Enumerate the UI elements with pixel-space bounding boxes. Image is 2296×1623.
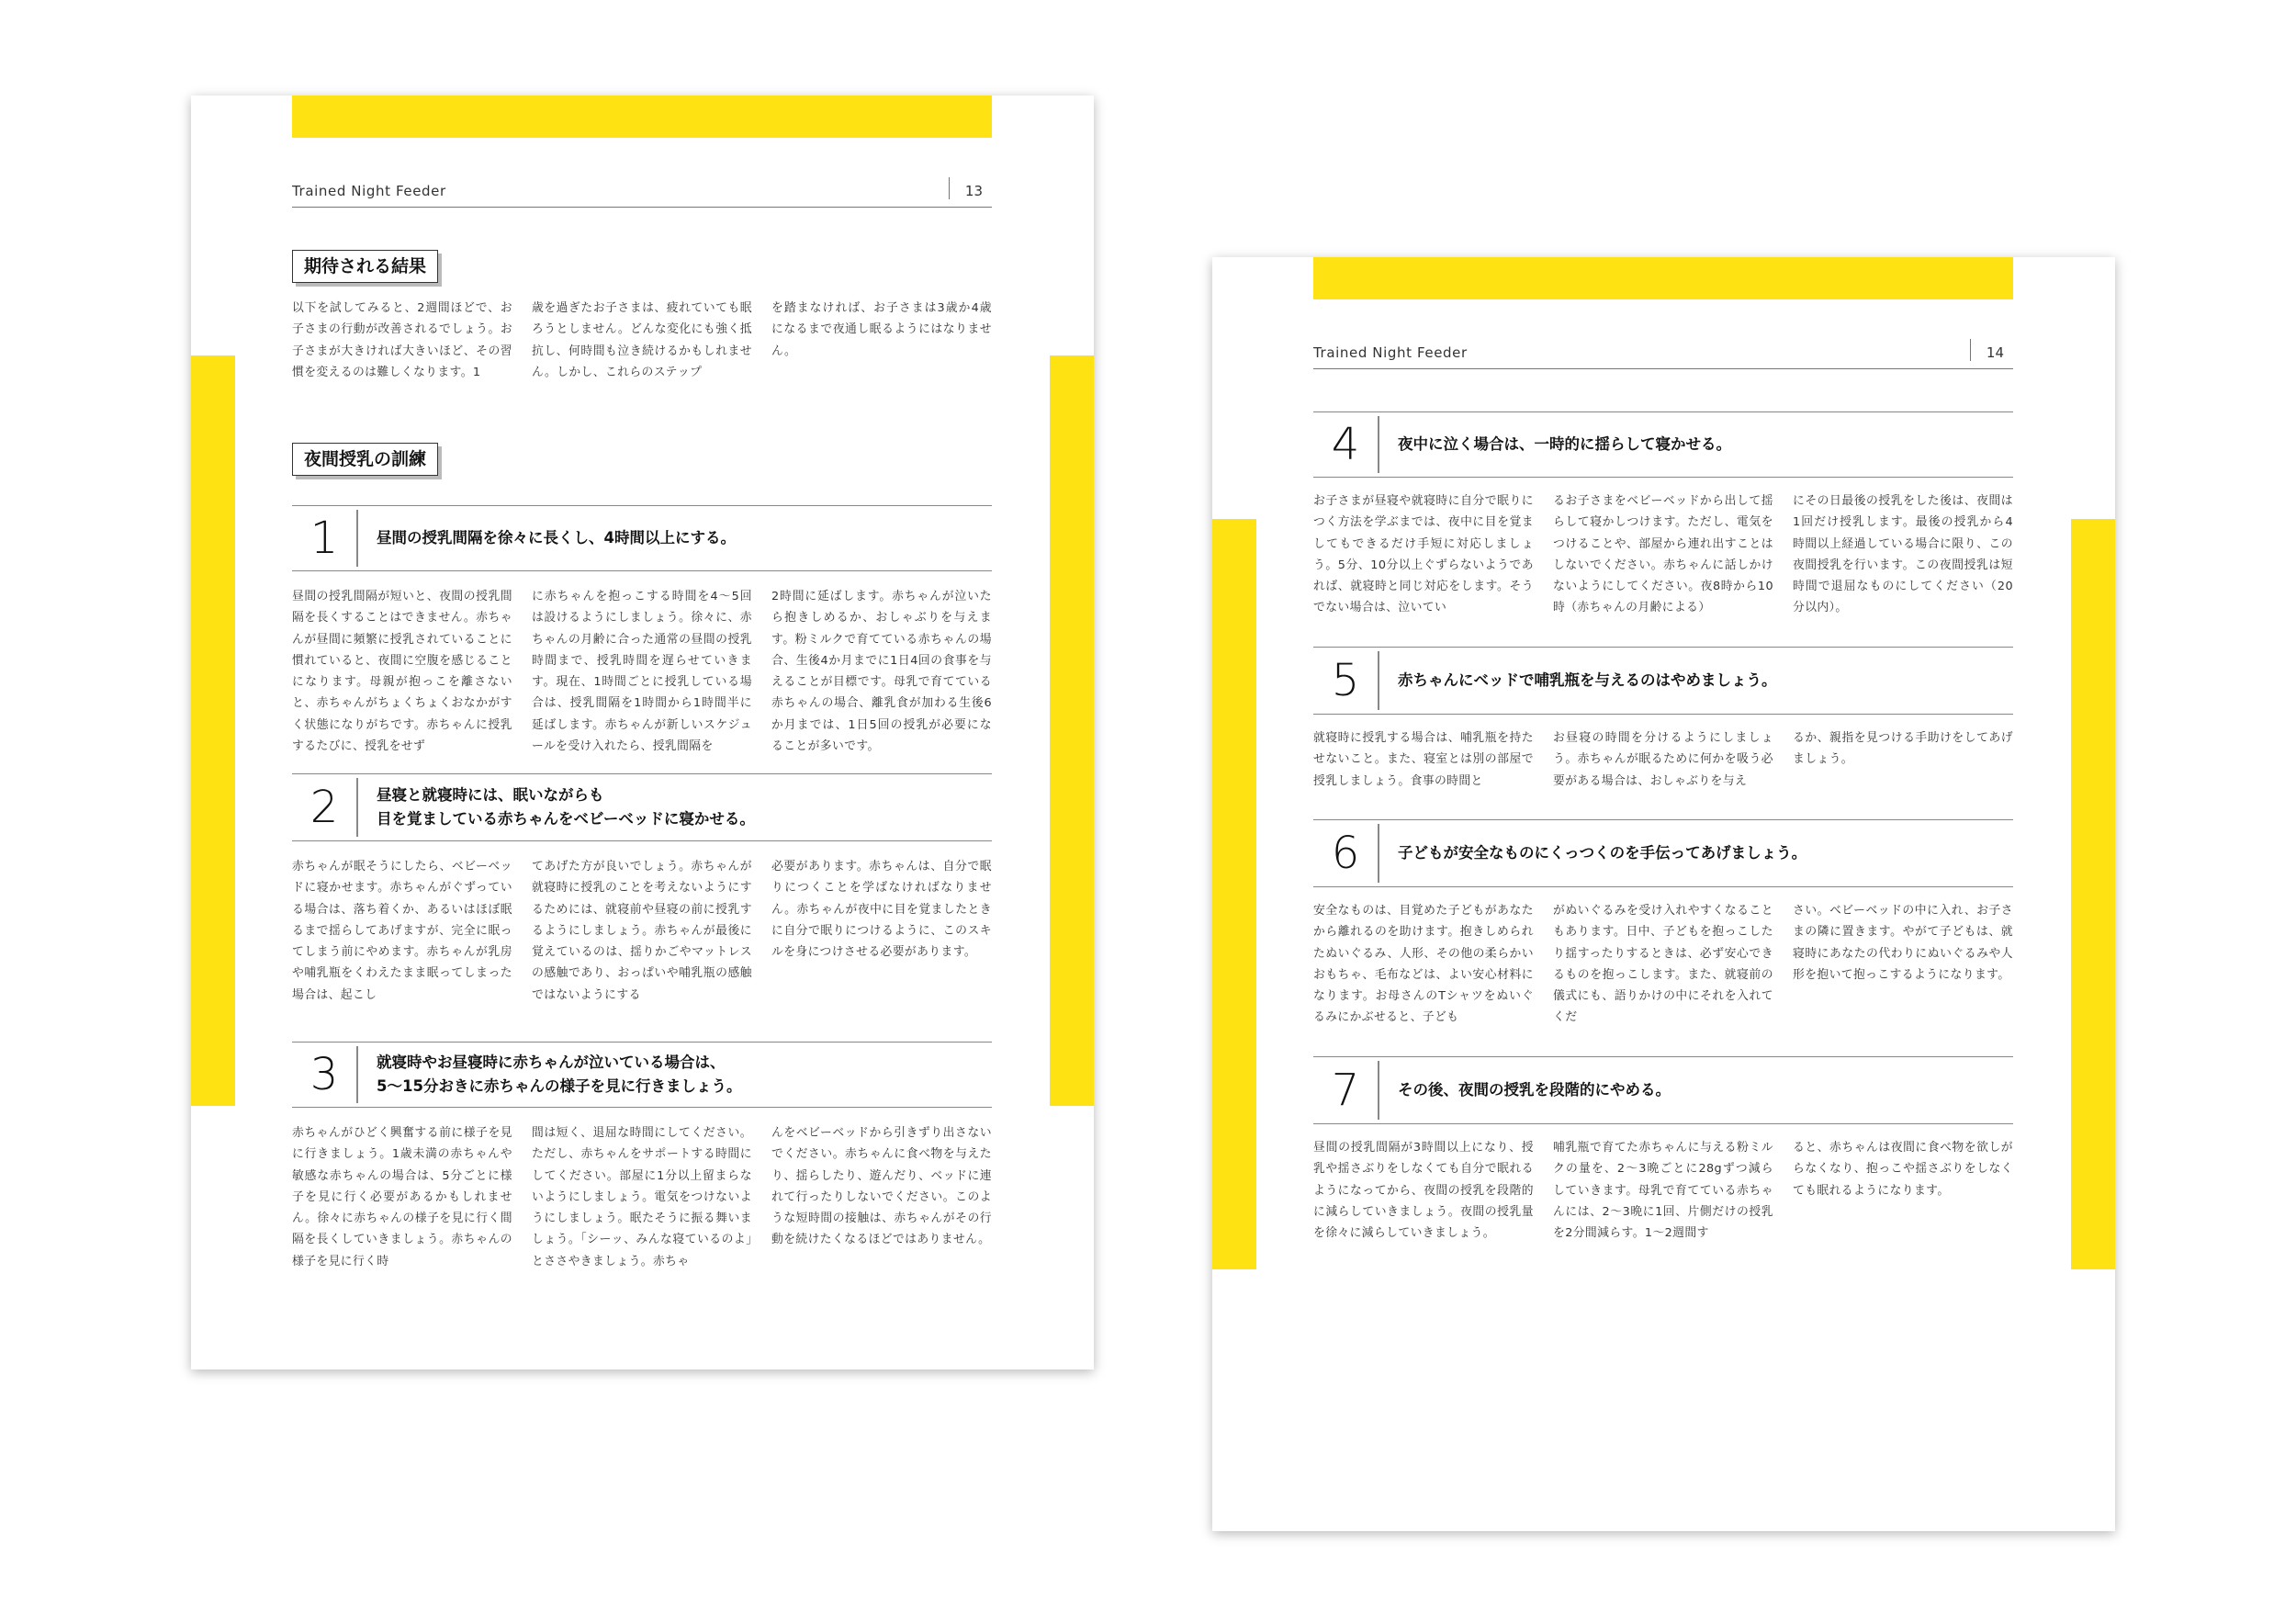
text-column: を踏まなければ、お子さまは3歳か4歳になるまで夜通し眠るようにはなりません。: [771, 301, 992, 358]
step-title: [377, 783, 755, 831]
step-3-header: [292, 1042, 992, 1108]
header-divider: [1970, 339, 1972, 361]
step-title-line: 就寝時やお昼寝時に赤ちゃんが泣いている場合は、: [377, 1054, 726, 1071]
left-edge-accent-bar: [1212, 519, 1256, 1269]
step-3-body: [292, 1122, 992, 1272]
text-column: に赤ちゃんを抱っこする時間を4〜5回は設けるようにしましょう。徐々に、赤ちゃんの月齢に合った通常の昼間の授乳時間まで、授乳時間を遅らせていきます。現在、1時間ごとに授乳している場合は、授乳間隔を1時間から1時間半に延ばします。赤ちゃんが新しいスケジュールを受け入れたら、授乳間隔を: [532, 590, 752, 754]
step-2-body: [292, 856, 992, 1006]
text-column: 哺乳瓶で育てた赤ちゃんに与える粉ミルクの量を、2〜3晩ごとに28gずつ減らしていきます。母乳で育てている赤ちゃんには、2〜3晩に1回、片側だけの授乳を2分間減らす。1〜2週間す: [1553, 1141, 1773, 1241]
step-7-header: [1313, 1056, 2013, 1124]
step-number: 4: [1331, 419, 1360, 470]
step-1-body: [292, 586, 992, 757]
text-column: にその日最後の授乳をした後は、夜間は1回だけ授乳します。最後の授乳から4時間以上経過している場合に限り、この夜間授乳を行います。この夜間授乳は短時間で退屈なものにしてください（20分以内）。: [1793, 494, 2013, 615]
step-divider: [1378, 1061, 1379, 1120]
page-header: [1313, 344, 2013, 369]
left-edge-accent-bar: [191, 355, 235, 1106]
step-title-line: その後、夜間の授乳を段階的にやめる。: [1398, 1081, 1671, 1099]
page-number: 13: [964, 183, 983, 199]
step-divider: [1378, 824, 1379, 883]
step-title-line: 昼間の授乳間隔を徐々に長くし、4時間以上にする。: [377, 529, 736, 547]
text-column: 以下を試してみると、2週間ほどで、お子さまの行動が改善されるでしょう。お子さまが大きければ大きいほど、その習慣を変えるのは難しくなります。1: [292, 301, 512, 379]
text-column: がぬいぐるみを受け入れやすくなることもあります。日中、子どもを抱っこしたり揺すったりするときは、必ず安心できるものを抱っこします。また、就寝前の儀式にも、語りかけの中にそれを入れてくだ: [1553, 904, 1773, 1025]
step-title: [1398, 1078, 1671, 1102]
header-title: Trained Night Feeder: [1313, 344, 1468, 361]
right-edge-accent-bar: [1050, 355, 1094, 1106]
text-column: るか、親指を見つける手助けをしてあげましょう。: [1793, 731, 2013, 767]
step-number: 2: [310, 782, 339, 833]
text-column: 就寝時に授乳する場合は、哺乳瓶を持たせないこと。また、寝室とは別の部屋で授乳しましょう。食事の時間と: [1313, 731, 1534, 788]
step-title: [377, 1051, 741, 1099]
step-title-line: 目を覚ましている赤ちゃんをベビーベッドに寝かせる。: [377, 810, 755, 828]
step-title-line: 昼寝と就寝時には、眠いながらも: [377, 786, 604, 804]
step-divider: [356, 1046, 358, 1103]
text-column: お昼寝の時間を分けるようにしましょう。赤ちゃんが眠るために何かを吸う必要がある場合は、おしゃぶりを与え: [1553, 731, 1773, 788]
step-number: 6: [1331, 828, 1360, 879]
page-header: [292, 183, 992, 208]
text-column: 2時間に延ばします。赤ちゃんが泣いたら抱きしめるか、おしゃぶりを与えます。粉ミルクで育てている赤ちゃんの場合、生後4か月までに1日4回の食事を与えることが目標です。母乳で育てている赤ちゃんの場合、離乳食が加わる生後6か月までは、1日5回の授乳が必要になることが多いです。: [771, 590, 992, 754]
step-number: 5: [1331, 655, 1360, 706]
step-title: [1398, 669, 1777, 693]
step-divider: [356, 778, 358, 837]
step-7-body: [1313, 1137, 2013, 1244]
step-4-header: [1313, 411, 2013, 478]
step-title: [1398, 841, 1806, 865]
section-heading-night-feeding-training: 夜間授乳の訓練: [292, 443, 438, 476]
text-column: さい。ベビーベッドの中に入れ、お子さまの隣に置きます。やがて子どもは、就寝時にあなたの代わりにぬいぐるみや人形を抱いて抱っこするようになります。: [1793, 904, 2013, 982]
top-accent-bar: [292, 96, 992, 138]
text-column: 間は短く、退屈な時間にしてください。ただし、赤ちゃんをサポートする時間にしてください。部屋に1分以上留まらないようにしましょう。電気をつけないようにしましょう。眠たそうに振る舞いましょう。「シーッ、みんな寝ているのよ」とささやきましょう。赤ちゃ: [532, 1126, 752, 1268]
step-5-header: [1313, 647, 2013, 715]
step-title-line: 赤ちゃんにベッドで哺乳瓶を与えるのはやめましょう。: [1398, 671, 1777, 689]
step-title-line: 子どもが安全なものにくっつくのを手伝ってあげましょう。: [1398, 844, 1807, 862]
step-2-header: [292, 773, 992, 841]
step-title: [1398, 433, 1731, 456]
section-heading-expected-results: 期待される結果: [292, 250, 438, 283]
header-title: Trained Night Feeder: [292, 183, 446, 199]
text-column: 赤ちゃんがひどく興奮する前に様子を見に行きましょう。1歳未満の赤ちゃんや敏感な赤ちゃんの場合は、5分ごとに様子を見に行く必要があるかもしれません。徐々に赤ちゃんの様子を見に行く間隔を長くしていきましょう。赤ちゃんの様子を見に行く時: [292, 1126, 512, 1268]
text-column: ると、赤ちゃんは夜間に食べ物を欲しがらなくなり、抱っこや揺さぶりをしなくても眠れるようになります。: [1793, 1141, 2013, 1198]
step-6-header: [1313, 819, 2013, 887]
step-divider: [1378, 651, 1379, 710]
text-column: 必要があります。赤ちゃんは、自分で眠りにつくことを学ばなければなりません。赤ちゃんが夜中に目を覚ましたときに自分で眠りにつけるように、このスキルを身につけさせる必要があります。: [771, 860, 992, 960]
step-1-header: [292, 505, 992, 571]
step-5-body: [1313, 727, 2013, 792]
step-number: 3: [310, 1049, 339, 1100]
step-number: 7: [1331, 1065, 1360, 1116]
step-number: 1: [310, 513, 339, 564]
step-title-line: 夜中に泣く場合は、一時的に揺らして寝かせる。: [1398, 435, 1731, 453]
text-column: 赤ちゃんが眠そうにしたら、ベビーベッドに寝かせます。赤ちゃんがぐずっている場合は、落ち着くか、あるいはほぼ眠るまで揺らしてあげますが、完全に眠ってしまう前にやめます。赤ちゃんが乳房や哺乳瓶をくわえたまま眠ってしまった場合は、起こし: [292, 860, 512, 1002]
step-4-body: [1313, 490, 2013, 619]
text-column: 安全なものは、目覚めた子どもがあなたから離れるのを助けます。抱きしめられたぬいぐるみ、人形、その他の柔らかいおもちゃ、毛布などは、よい安心材料になります。お母さんのTシャツをぬいぐるみにかぶせると、子ども: [1313, 904, 1534, 1025]
text-column: 昼間の授乳間隔が短いと、夜間の授乳間隔を長くすることはできません。赤ちゃんが昼間に頻繁に授乳されていることに慣れていると、夜間に空腹を感じることになります。母親が抱っこを離さないと、赤ちゃんがちょくちょくおなかがすく状態になりがちです。赤ちゃんに授乳するたびに、授乳をせず: [292, 590, 512, 754]
step-6-body: [1313, 900, 2013, 1029]
text-column: 歳を過ぎたお子さまは、疲れていても眠ろうとしません。どんな変化にも強く抵抗し、何時間も泣き続けるかもしれません。しかし、これらのステップ: [532, 301, 752, 379]
text-column: んをベビーベッドから引きずり出さないでください。赤ちゃんに食べ物を与えたり、揺らしたり、遊んだり、ベッドに連れて行ったりしないでください。このような短時間の接触は、赤ちゃんがその行動を続けたくなるほどではありません。: [771, 1126, 992, 1247]
right-edge-accent-bar: [2071, 519, 2115, 1269]
text-column: てあげた方が良いでしょう。赤ちゃんが就寝時に授乳のことを考えないようにするためには、就寝前や昼寝の前に授乳するようにしましょう。赤ちゃんが最後に覚えているのは、揺りかごやマットレスの感触であり、おっぱいや哺乳瓶の感触ではないようにする: [532, 860, 752, 1002]
page-number: 14: [1986, 344, 2004, 361]
text-column: 昼間の授乳間隔が3時間以上になり、授乳や揺さぶりをしなくても自分で眠れるようになってから、夜間の授乳を段階的に減らしていきましょう。夜間の授乳量を徐々に減らしていきましょう。: [1313, 1141, 1534, 1241]
right-document-page: [1212, 257, 2115, 1531]
top-accent-bar: [1313, 257, 2013, 299]
text-column: るお子さまをベビーベッドから出して揺らして寝かしつけます。ただし、電気をつけることや、部屋から連れ出すことはしないでください。赤ちゃんに話しかけないようにしてください。夜8時から10時（赤ちゃんの月齢による）: [1553, 494, 1773, 615]
step-title: [377, 526, 736, 550]
step-title-line: 5〜15分おきに赤ちゃんの様子を見に行きましょう。: [377, 1077, 742, 1095]
section-body-expected-results: [292, 298, 992, 383]
text-column: お子さまが昼寝や就寝時に自分で眠りにつく方法を学ぶまでは、夜中に目を覚ましてもできるだけ手短に対応しましょう。5分、10分以上ぐずらないようであれば、就寝時と同じ対応をします。そうでない場合は、泣いてい: [1313, 494, 1534, 615]
step-divider: [1378, 416, 1379, 473]
header-divider: [949, 177, 951, 199]
left-document-page: [191, 96, 1094, 1369]
step-divider: [356, 510, 358, 567]
